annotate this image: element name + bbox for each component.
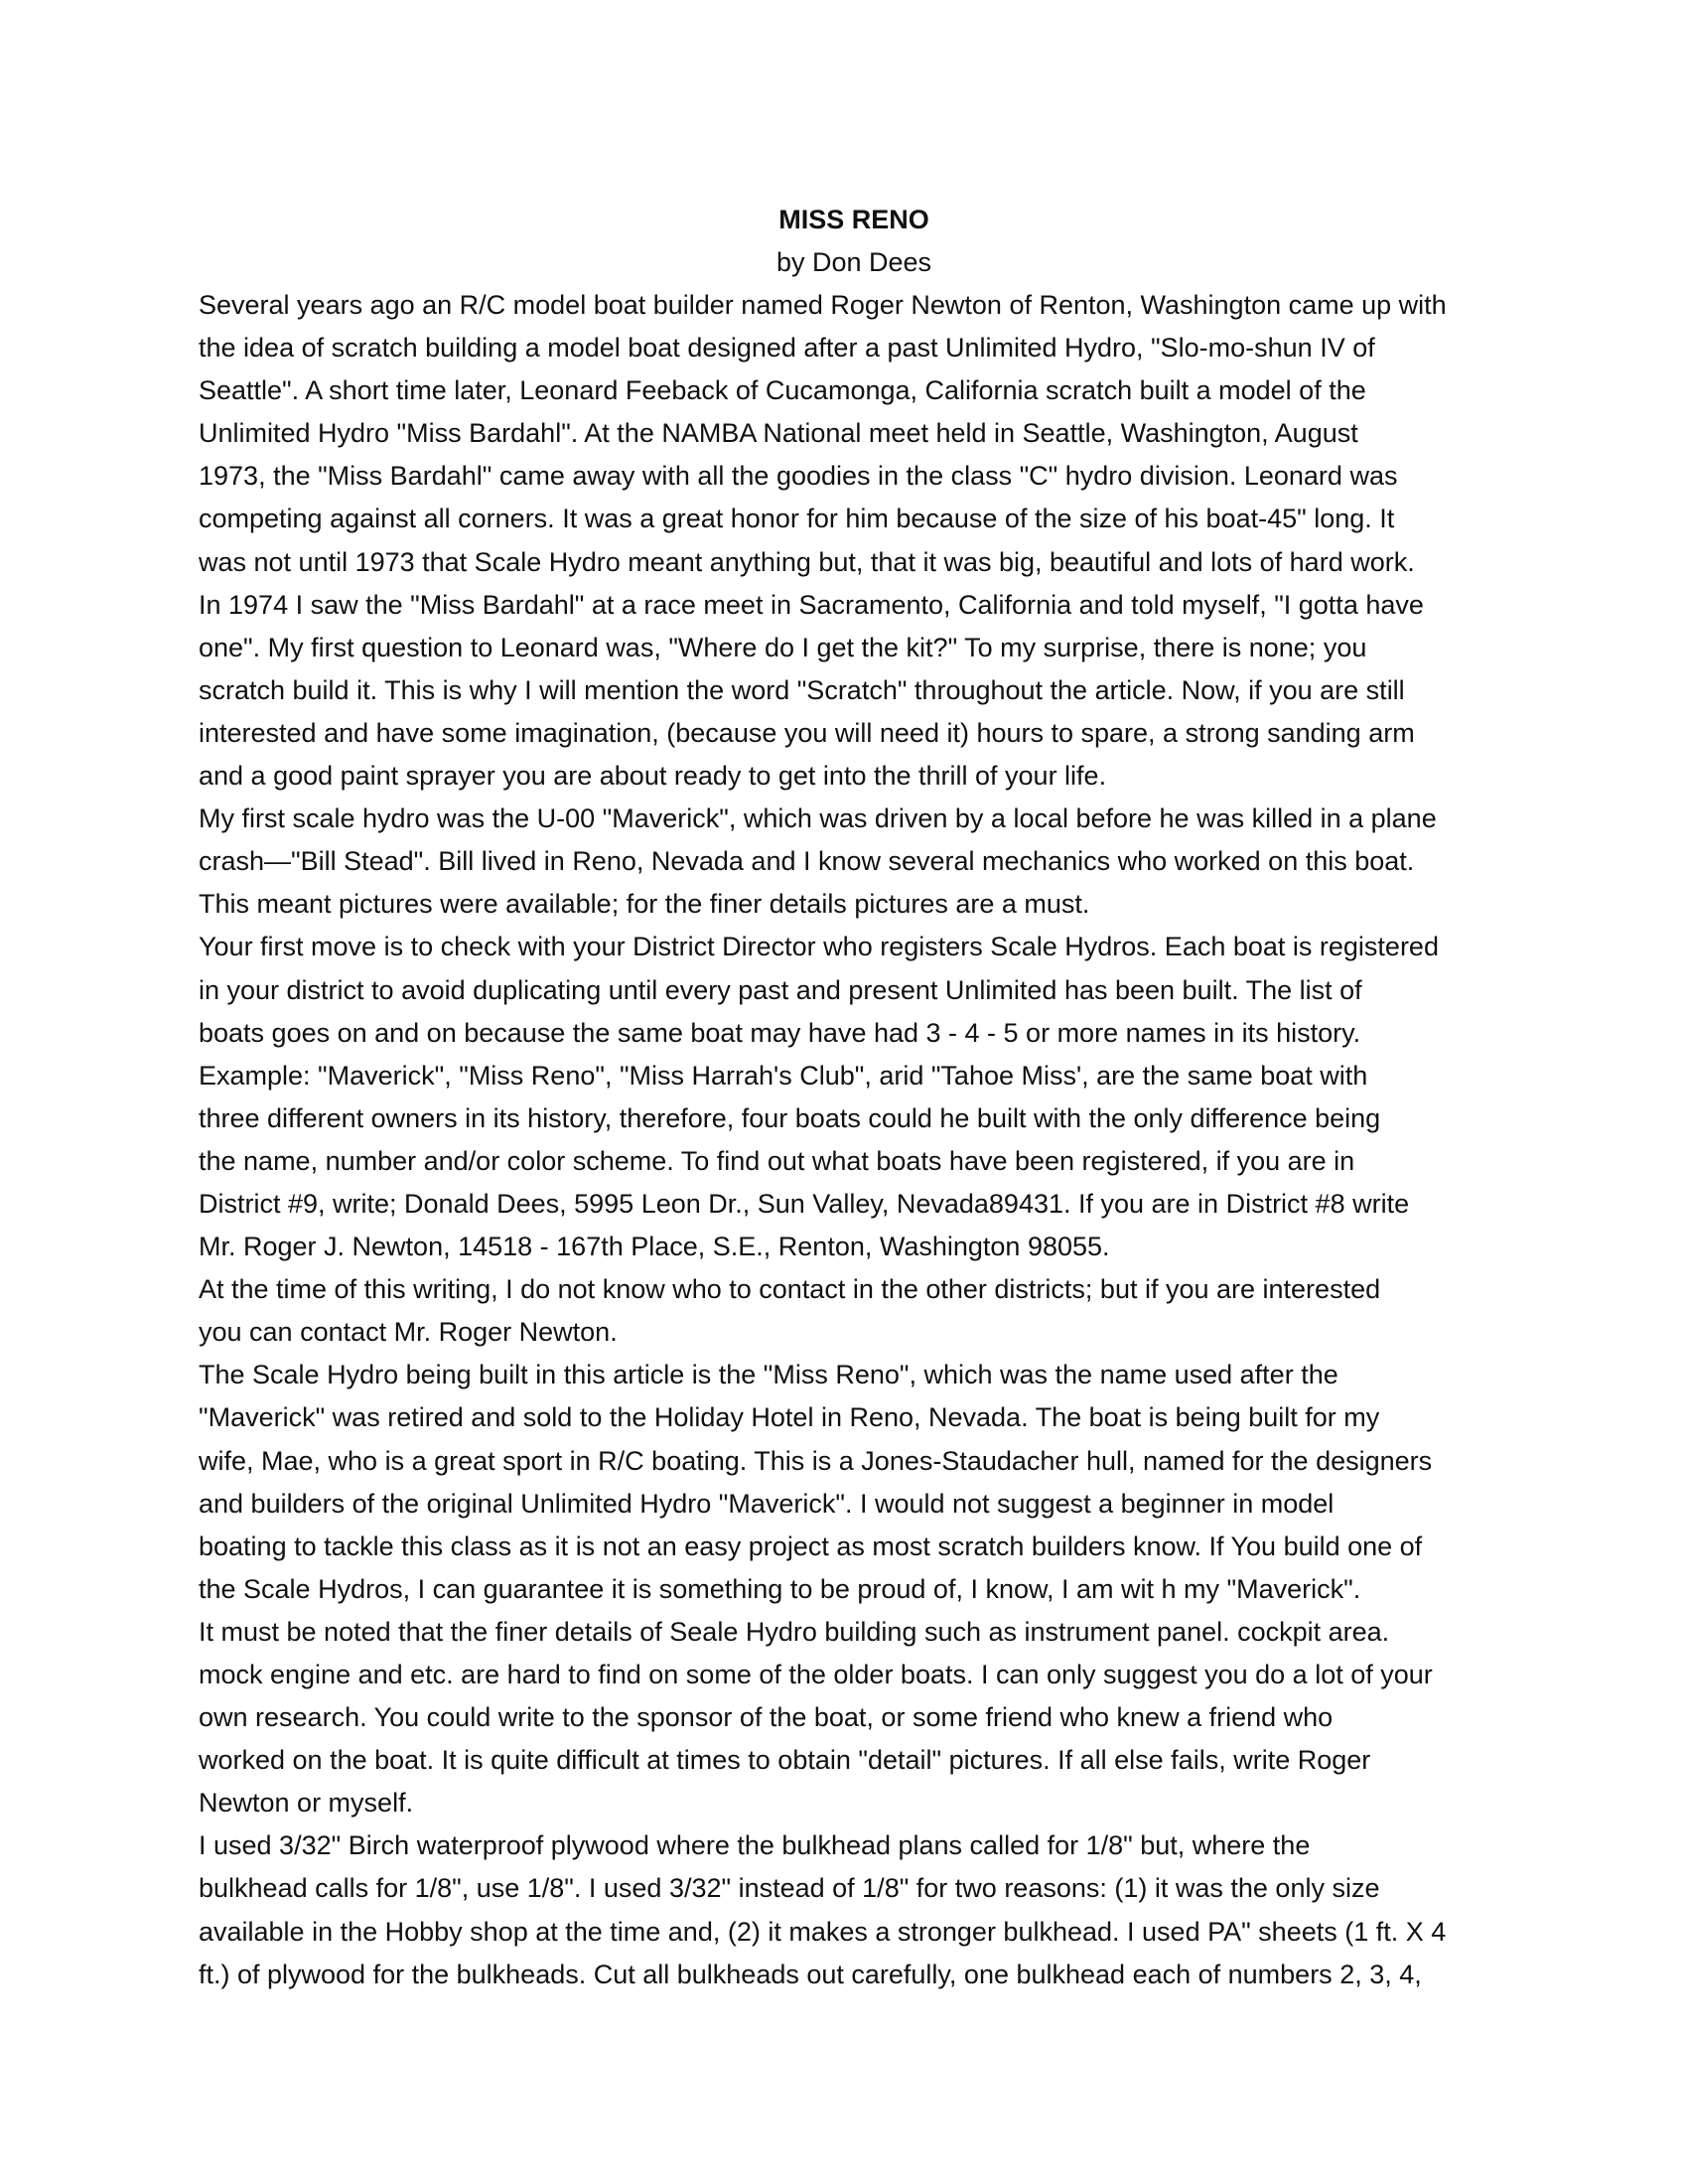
text-line: bulkhead calls for 1/8", use 1/8". I used 3/32" instead of 1/8" for two reasons: (1) it was the only size [199,1873,1380,1904]
text-line: own research. You could write to the sponsor of the boat, or some friend who knew a friend who [199,1702,1334,1733]
paragraph [199,284,1489,798]
text-line: Mr. Roger J. Newton, 14518 - 167th Place, S.E., Renton, Washington 98055. [199,1232,1110,1262]
text-line: Newton or myself. [199,1788,414,1819]
text-line: mock engine and etc. are hard to find on some of the older boats. I can only suggest you do a lot of your [199,1660,1433,1689]
document-byline: by Don Dees [775,247,932,277]
text-line: This meant pictures were available; for the finer details pictures are a must. [199,889,1090,920]
text-line: In 1974 I saw the "Miss Bardahl" at a race meet in Sacramento, California and told myself, "I gotta have [199,589,1424,620]
text-line: "Maverick" was retired and sold to the Holiday Hotel in Reno, Nevada. The boat is being built for my [199,1402,1380,1433]
text-line: one". My first question to Leonard was, "Where do I get the kit?" To my surprise, there is none; you [199,632,1367,662]
paragraph [199,1611,1489,1824]
document-body [199,284,1489,1996]
text-line: three different owners in its history, therefore, four boats could he built with the only difference being [199,1102,1381,1133]
text-line: District #9, write; Donald Dees, 5995 Leon Dr., Sun Valley, Nevada89431. If you are in District #8 write [199,1188,1410,1219]
document-page [199,199,1489,1996]
text-line: My first scale hydro was the U-00 "Maverick", which was driven by a local before he was killed in a plane [199,803,1437,834]
text-line: It must be noted that the finer details of Seale Hydro building such as instrument panel. cockpit area. [199,1616,1390,1647]
text-line: ft.) of plywood for the bulkheads. Cut all bulkheads out carefully, one bulkhead each of numbers 2, 3, 4, [199,1959,1422,1989]
text-line: Unlimited Hydro "Miss Bardahl". At the NAMBA National meet held in Seattle, Washington, August [199,418,1358,449]
text-line: wife, Mae, who is a great sport in R/C boating. This is a Jones-Staudacher hull, named for the designers [199,1445,1433,1476]
text-line: the Scale Hydros, I can guarantee it is something to be proud of, I know, I am wit h my "Maverick". [199,1573,1361,1604]
text-line: and builders of the original Unlimited Hydro "Maverick". I would not suggest a beginner in model [199,1488,1335,1519]
text-line: Seattle". A short time later, Leonard Feeback of Cucamonga, California scratch built a model of the [199,375,1366,406]
text-line: I used 3/32" Birch waterproof plywood where the bulkhead plans called for 1/8" but, where the [199,1830,1311,1861]
text-line: boating to tackle this class as it is not an easy project as most scratch builders know. If You build one of [199,1530,1423,1561]
text-line: Example: "Maverick", "Miss Reno", "Miss Harrah's Club", arid "Tahoe Miss', are the same boat with [199,1060,1368,1091]
text-line: Your first move is to check with your District Director who registers Scale Hydros. Each boat is registered [199,932,1439,962]
document-title: MISS RENO [778,205,929,234]
text-line: in your district to avoid duplicating until every past and present Unlimited has been built. The list of [199,974,1362,1005]
paragraph [199,1824,1489,1995]
paragraph [199,926,1489,1268]
paragraph [199,1354,1489,1611]
text-line: 1973, the "Miss Bardahl" came away with all the goodies in the class "C" hydro division. Leonard was [199,461,1398,492]
text-line: boats goes on and on because the same boat may have had 3 - 4 - 5 or more names in its history. [199,1017,1361,1048]
text-line: you can contact Mr. Roger Newton. [199,1317,618,1348]
text-line: was not until 1973 that Scale Hydro meant anything but, that it was big, beautiful and lots of hard work. [199,546,1415,577]
text-line: crash—"Bill Stead". Bill lived in Reno, Nevada and I know several mechanics who worked on this boat. [199,846,1415,877]
text-line: Several years ago an R/C model boat builder named Roger Newton of Renton, Washington came up with [199,290,1447,320]
paragraph [199,798,1489,926]
paragraph [199,1268,1489,1354]
text-line: competing against all corners. It was a great honor for him because of the size of his boat-45" long. It [199,504,1395,534]
text-line: the idea of scratch building a model boat designed after a past Unlimited Hydro, "Slo-mo-shun IV of [199,333,1375,364]
text-line: available in the Hobby shop at the time and, (2) it makes a stronger bulkhead. I used PA" sheets (1 ft. X 4 [199,1916,1447,1947]
text-line: scratch build it. This is why I will mention the word "Scratch" throughout the article. Now, if you are still [199,674,1405,705]
text-line: and a good paint sprayer you are about ready to get into the thrill of your life. [199,761,1107,792]
text-line: The Scale Hydro being built in this article is the "Miss Reno", which was the name used after the [199,1360,1338,1390]
text-line: worked on the boat. It is quite difficult at times to obtain "detail" pictures. If all else fails, write Roger [199,1745,1371,1776]
text-line: the name, number and/or color scheme. To find out what boats have been registered, if you are in [199,1145,1355,1176]
text-line: At the time of this writing, I do not know who to contact in the other districts; but if you are interested [199,1274,1381,1305]
text-line: interested and have some imagination, (because you will need it) hours to spare, a strong sanding arm [199,717,1415,748]
